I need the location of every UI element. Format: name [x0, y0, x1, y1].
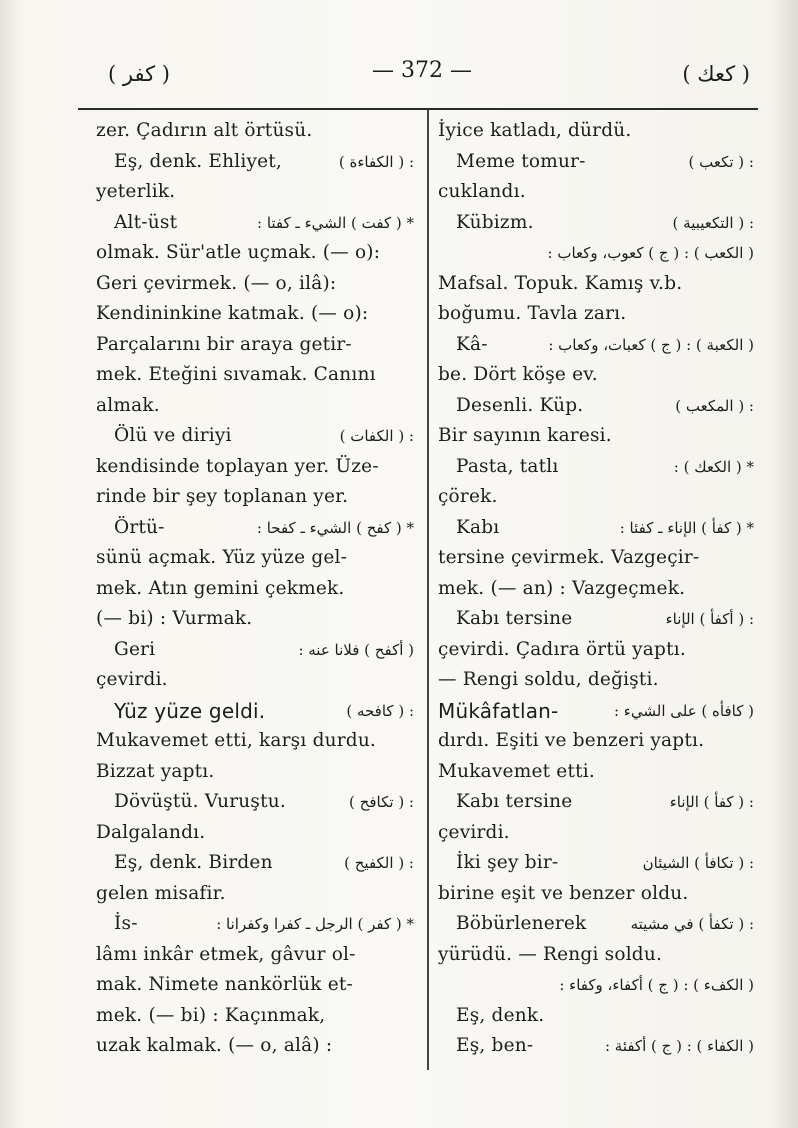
- entry-text: Kendininkine katmak. (— o):: [96, 303, 369, 324]
- entry-text: Kabı: [456, 516, 500, 538]
- column-divider: [427, 110, 429, 1070]
- entry-text: Böbürlenerek: [456, 913, 587, 934]
- entry-line: [96, 848, 414, 879]
- entry-text: Dövüştü. Vuruştu.: [114, 791, 286, 812]
- entry-line: [96, 757, 414, 788]
- entry-line: [438, 848, 754, 879]
- entry-text: Mafsal. Topuk. Kamış v.b.: [438, 272, 683, 294]
- entry-line: [438, 970, 754, 1001]
- entry-text: mek. Atın gemini çekmek.: [96, 577, 345, 599]
- entry-text: İyice katladı, dürdü.: [438, 120, 632, 141]
- arabic-headword: : ( أكفأ ) الإناء: [665, 610, 754, 628]
- entry-line: [96, 635, 414, 666]
- entry-line: [96, 940, 414, 971]
- entry-line: [96, 299, 414, 330]
- entry-text: sünü açmak. Yüz yüze gel-: [96, 547, 348, 568]
- entry-text: uzak kalmak. (— o, alâ) :: [96, 1035, 333, 1056]
- arabic-headword: : ( تكعب ): [688, 152, 754, 171]
- entry-line: [96, 970, 414, 1001]
- entry-line: [96, 879, 414, 910]
- arabic-headword: : ( كفأ ) الإناء: [669, 793, 754, 811]
- entry-line: [96, 604, 414, 635]
- page-number: — 372 —: [372, 58, 472, 83]
- entry-line: [438, 696, 754, 727]
- entry-line: [96, 726, 414, 757]
- entry-line: [96, 391, 414, 422]
- entry-line: [438, 879, 754, 910]
- arabic-headword: : ( المكعب ): [675, 396, 754, 415]
- entry-text: Eş, ben-: [456, 1035, 534, 1056]
- entry-line: [438, 543, 754, 574]
- arabic-headword: ( أكفح ) فلانا عنه :: [298, 640, 414, 659]
- entry-line: [438, 665, 754, 696]
- entry-line: [96, 818, 414, 849]
- entry-text: Desenli. Küp.: [456, 394, 584, 416]
- entry-text: tersine çevirmek. Vazgeçir-: [438, 547, 700, 568]
- entry-line: [96, 452, 414, 483]
- entry-line: [96, 482, 414, 513]
- entry-line: [96, 513, 414, 544]
- entry-line: [96, 238, 414, 269]
- entry-line: [438, 299, 754, 330]
- entry-text: — Rengi soldu, değişti.: [438, 669, 659, 690]
- entry-line: [96, 665, 414, 696]
- entry-text: İs-: [114, 913, 138, 934]
- arabic-headword: * ( كفأ ) الإناء ـ كفئا :: [619, 518, 754, 537]
- entry-line: [438, 177, 754, 208]
- arabic-headword: ( الكعبة ) : ( ج ) كعبات، وكعاب :: [548, 335, 754, 354]
- entry-line: [438, 360, 754, 391]
- entry-text: Eş, denk.: [456, 1004, 545, 1026]
- entry-text: Mükâfatlan-: [438, 698, 559, 723]
- arabic-headword: : ( الكفاءة ): [338, 152, 414, 171]
- entry-text: Parçalarını bir araya getir-: [96, 333, 352, 355]
- arabic-headword: : ( كافحه ): [346, 701, 414, 720]
- entry-line: [438, 757, 754, 788]
- entry-line: [96, 269, 414, 300]
- entry-text: Bir sayının karesi.: [438, 425, 612, 446]
- arabic-headword: * ( كفر ) الرجل ـ كفرا وكفرانا :: [216, 915, 414, 933]
- arabic-headword: ( كافأه ) على الشيء :: [613, 701, 754, 720]
- entry-text: mek. (— bi) : Kaçınmak,: [96, 1004, 326, 1026]
- entry-line: [96, 787, 414, 818]
- entry-line: [438, 604, 754, 635]
- arabic-headword: ( الكعب ) : ( ج ) كعوب، وكعاب :: [547, 244, 754, 262]
- header-rule: [78, 108, 758, 110]
- entry-line: [438, 940, 754, 971]
- entry-line: [438, 909, 754, 940]
- entry-line: [438, 818, 754, 849]
- header-left-keyword: ( كفر ): [108, 62, 170, 86]
- entry-text: Bizzat yaptı.: [96, 760, 215, 782]
- entry-text: Eş, denk. Birden: [114, 852, 273, 873]
- entry-text: Kâ-: [456, 333, 488, 355]
- entry-text: Geri: [114, 638, 156, 660]
- entry-text: olmak. Sür'atle uçmak. (— o):: [96, 242, 381, 263]
- entry-line: [438, 147, 754, 178]
- entry-text: (— bi) : Vurmak.: [96, 608, 253, 629]
- entry-line: [96, 208, 414, 239]
- entry-line: [96, 1001, 414, 1032]
- entry-text: Eş, denk. Ehliyet,: [114, 150, 283, 172]
- entry-text: boğumu. Tavla zarı.: [438, 303, 627, 324]
- entry-line: [438, 269, 754, 300]
- entry-text: Kübizm.: [456, 211, 534, 233]
- entry-text: mek. Eteğini sıvamak. Canını: [96, 364, 376, 385]
- entry-line: [438, 635, 754, 666]
- entry-line: [438, 1031, 754, 1062]
- entry-text: yeterlik.: [96, 181, 176, 202]
- entry-text: be. Dört köşe ev.: [438, 364, 598, 385]
- entry-text: Geri çevirmek. (— o, ilâ):: [96, 272, 337, 294]
- entry-line: [438, 330, 754, 361]
- entry-text: Örtü-: [114, 516, 165, 538]
- entry-line: [438, 513, 754, 544]
- entry-line: [438, 208, 754, 239]
- arabic-headword: : ( تكافح ): [349, 793, 414, 811]
- arabic-headword: : ( التكعيبية ): [672, 213, 754, 232]
- entry-text: Mukavemet etti, karşı durdu.: [96, 730, 377, 751]
- arabic-headword: ( الكفء ) : ( ج ) أكفاء، وكفاء :: [559, 976, 754, 994]
- entry-text: çevirdi.: [438, 821, 510, 843]
- entry-line: [96, 543, 414, 574]
- entry-text: Kabı tersine: [456, 608, 573, 629]
- entry-line: [96, 421, 414, 452]
- entry-line: [438, 391, 754, 422]
- entry-line: [96, 116, 414, 147]
- entry-text: kendisinde toplayan yer. Üze-: [96, 455, 379, 477]
- header-right-keyword: ( كعك ): [682, 62, 750, 86]
- entry-text: çevirdi.: [96, 669, 168, 690]
- entry-text: birine eşit ve benzer oldu.: [438, 882, 689, 904]
- entry-line: [96, 177, 414, 208]
- page-header: [90, 58, 750, 92]
- entry-line: [96, 360, 414, 391]
- entry-line: [438, 574, 754, 605]
- entry-text: çörek.: [438, 486, 498, 507]
- entry-text: Pasta, tatlı: [456, 455, 559, 477]
- entry-line: [438, 482, 754, 513]
- entry-text: mak. Nimete nankörlük et-: [96, 974, 354, 995]
- entry-line: [438, 421, 754, 452]
- entry-line: [438, 726, 754, 757]
- entry-line: [96, 909, 414, 940]
- entry-line: [96, 330, 414, 361]
- entry-line: [438, 1001, 754, 1032]
- entry-line: [438, 238, 754, 269]
- arabic-headword: * ( كفت ) الشيء ـ كفتا :: [257, 213, 414, 232]
- entry-text: Dalgalandı.: [96, 821, 206, 843]
- entry-text: mek. (— an) : Vazgeçmek.: [438, 577, 686, 599]
- entry-line: [96, 147, 414, 178]
- entry-text: Mukavemet etti.: [438, 760, 595, 782]
- entry-text: Kabı tersine: [456, 791, 573, 812]
- entry-text: lâmı inkâr etmek, gâvur ol-: [96, 943, 356, 965]
- left-column: [96, 116, 414, 1062]
- entry-text: gelen misafir.: [96, 882, 226, 904]
- arabic-headword: : ( تكافأ ) الشيئان: [642, 854, 754, 872]
- entry-line: [438, 116, 754, 147]
- right-column: [438, 116, 754, 1062]
- entry-text: almak.: [96, 394, 160, 416]
- entry-line: [96, 574, 414, 605]
- entry-text: rinde bir şey toplanan yer.: [96, 486, 349, 507]
- arabic-headword: * ( كفح ) الشيء ـ كفحا :: [256, 518, 414, 537]
- entry-text: çevirdi. Çadıra örtü yaptı.: [438, 638, 686, 660]
- entry-text: dırdı. Eşiti ve benzeri yaptı.: [438, 730, 705, 751]
- entry-text: İki şey bir-: [456, 852, 559, 873]
- entry-text: cuklandı.: [438, 181, 526, 202]
- entry-line: [438, 452, 754, 483]
- entry-text: yürüdü. — Rengi soldu.: [438, 943, 663, 965]
- entry-text: zer. Çadırın alt örtüsü.: [96, 120, 313, 141]
- entry-line: [438, 787, 754, 818]
- entry-text: Ölü ve diriyi: [114, 425, 232, 446]
- entry-text: Yüz yüze geldi.: [114, 698, 266, 723]
- arabic-headword: : ( الكفيح ): [344, 854, 414, 872]
- entry-line: [96, 1031, 414, 1062]
- entry-text: Meme tomur-: [456, 150, 586, 172]
- arabic-headword: ( الكفاء ) : ( ج ) أكفئة :: [604, 1037, 754, 1055]
- entry-text: Alt-üst: [114, 211, 178, 233]
- entry-line: [96, 696, 414, 727]
- arabic-headword: * ( الكعك ) :: [673, 457, 754, 476]
- arabic-headword: : ( تكفأ ) في مشيته: [630, 915, 754, 933]
- arabic-headword: : ( الكفات ): [339, 427, 414, 445]
